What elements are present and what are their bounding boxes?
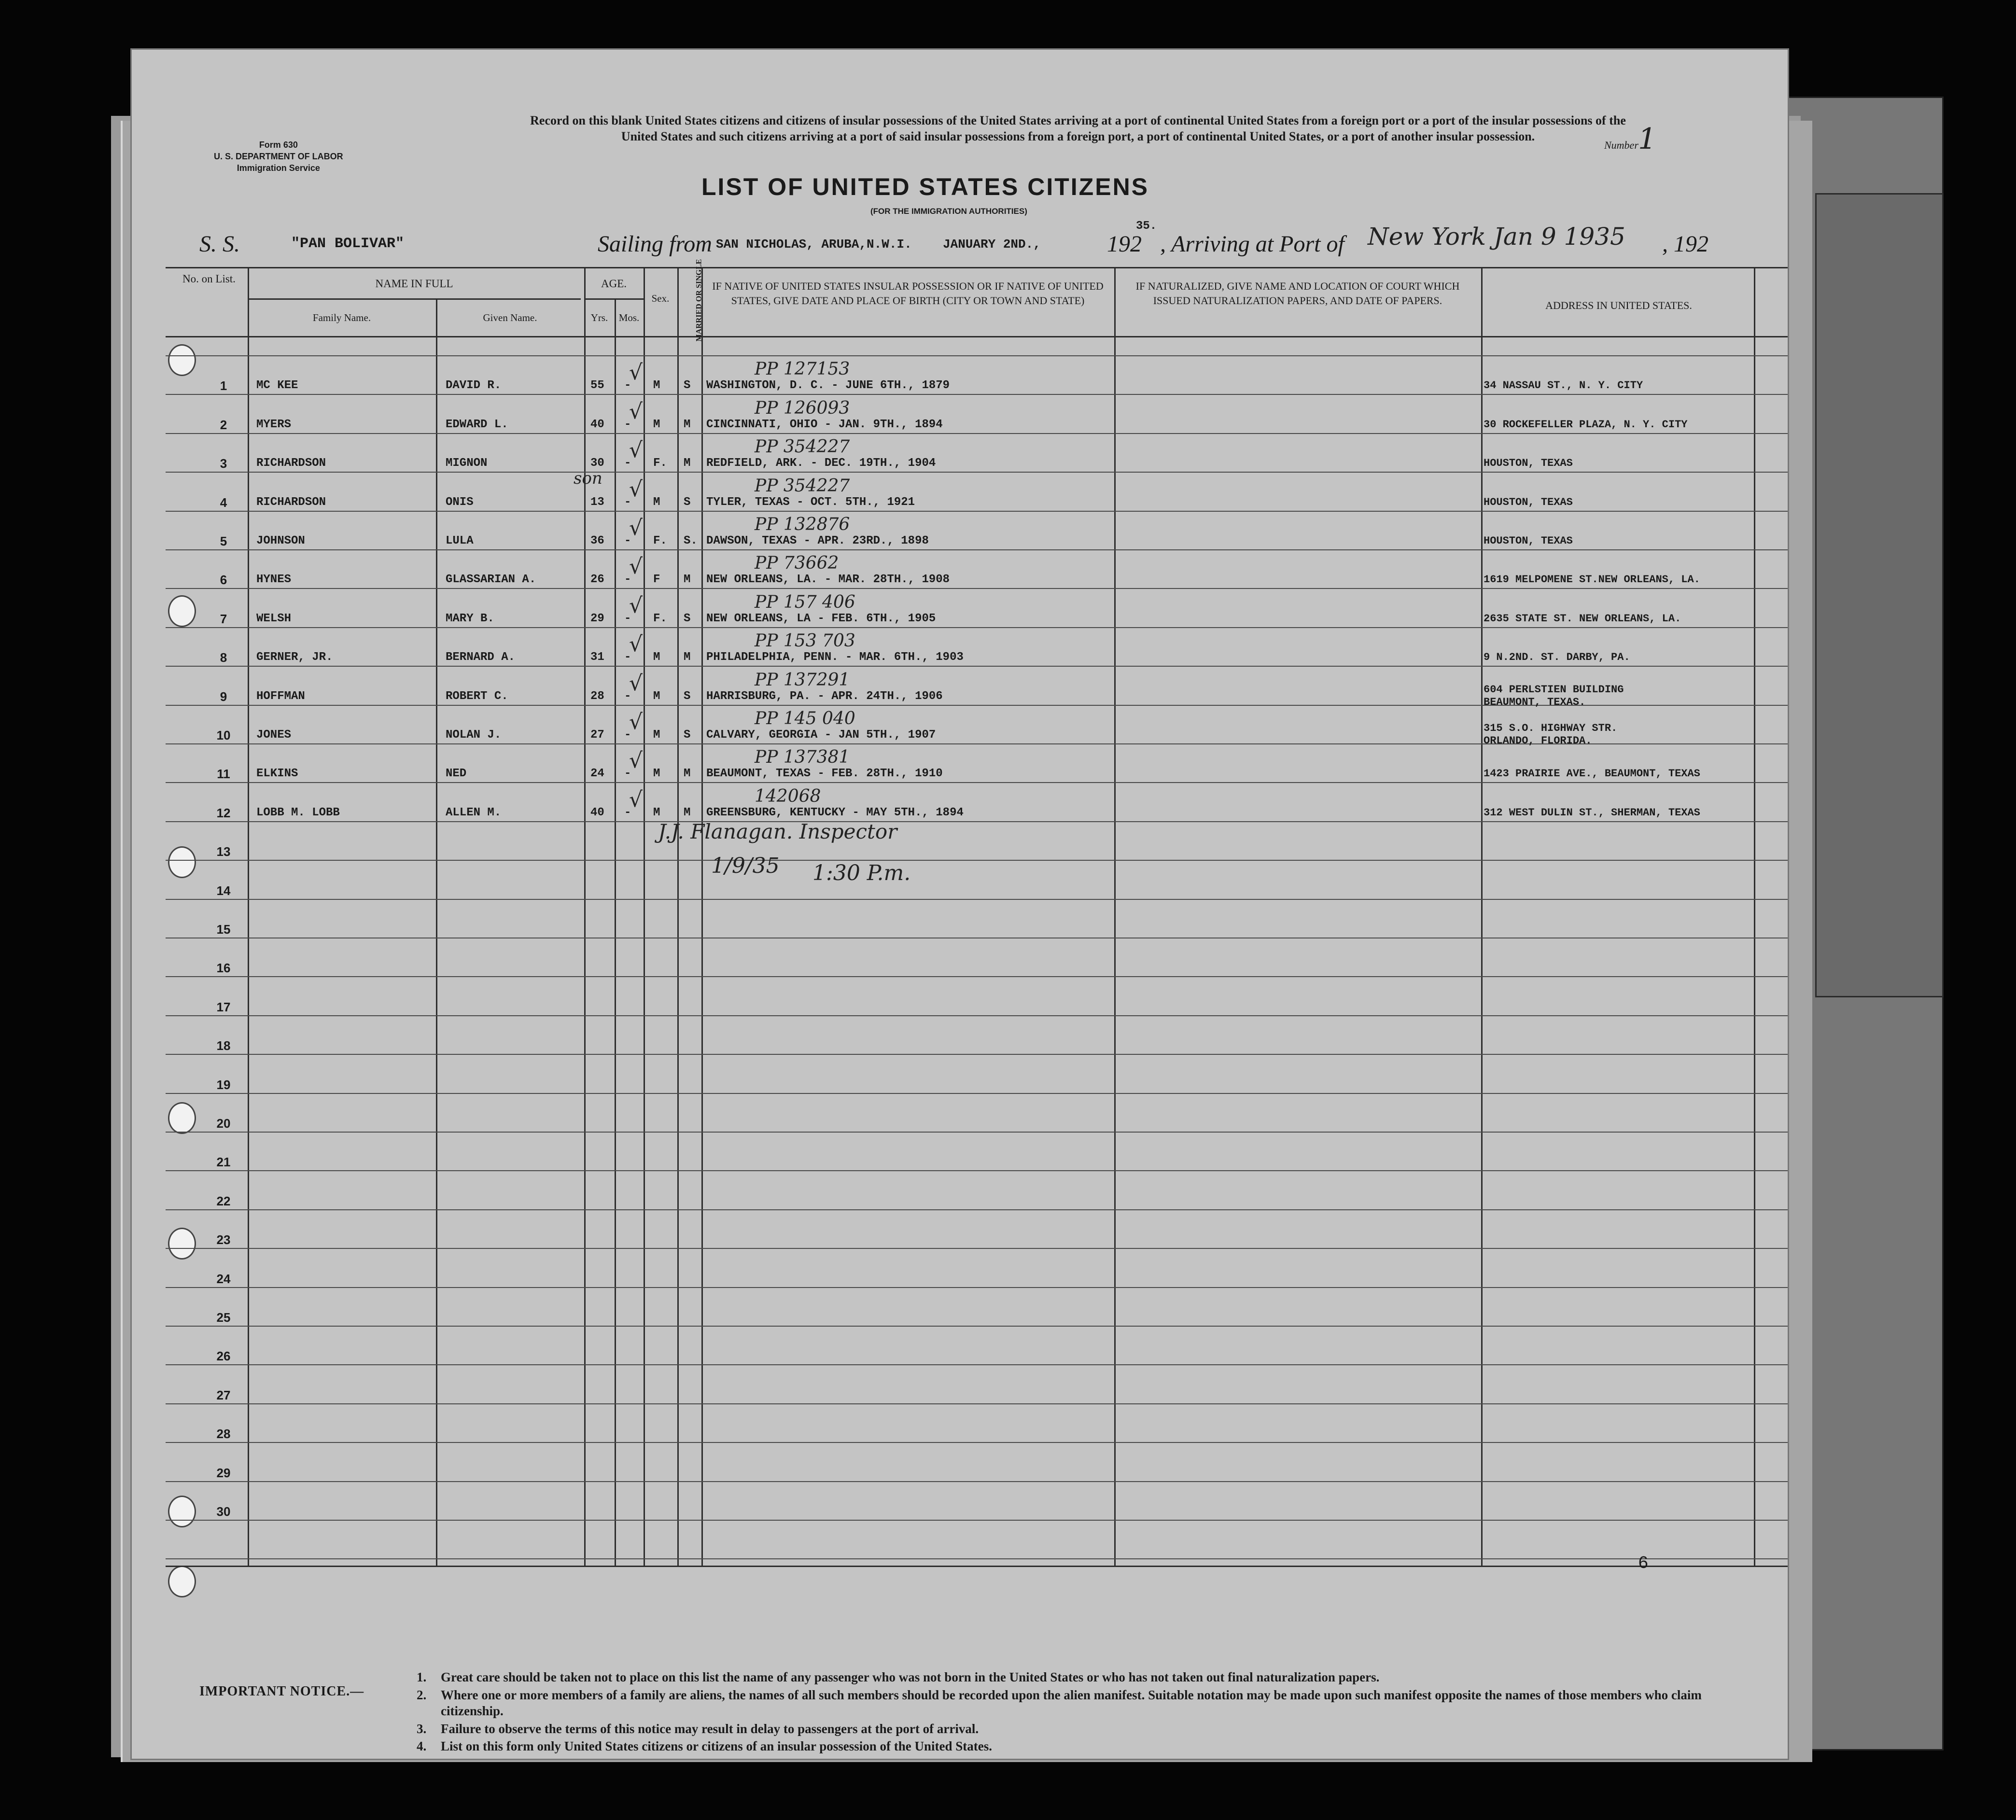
row-number: 7 bbox=[220, 611, 227, 626]
row-number: 18 bbox=[216, 1038, 231, 1053]
notice-number: 1. bbox=[417, 1670, 427, 1684]
form-info bbox=[214, 139, 343, 174]
marital-status: S bbox=[684, 495, 691, 509]
sailing-date: JANUARY 2ND., bbox=[943, 237, 1041, 252]
column-line bbox=[1114, 267, 1116, 1566]
sex: F. bbox=[653, 534, 667, 547]
marital-status: S. bbox=[684, 534, 698, 547]
arriving-port-handwritten: New York Jan 9 1935 bbox=[1368, 223, 1625, 251]
birth-info: GREENSBURG, KENTUCKY - MAY 5TH., 1894 bbox=[706, 806, 964, 819]
row-number: 1 bbox=[220, 378, 227, 393]
passport-number-handwritten: PP 73662 bbox=[755, 553, 839, 574]
age-months: - bbox=[624, 379, 631, 392]
address: 1423 PRAIRIE AVE., BEAUMONT, TEXAS bbox=[1484, 768, 1700, 780]
passport-number-handwritten: PP 157 406 bbox=[755, 592, 855, 612]
marital-status: S bbox=[684, 612, 691, 625]
given-name: NOLAN J. bbox=[446, 728, 502, 742]
header-age: AGE. bbox=[601, 278, 627, 290]
address: 2635 STATE ST. NEW ORLEANS, LA. bbox=[1484, 612, 1681, 625]
header-sex: Sex. bbox=[651, 293, 670, 304]
inspection-date: 1/9/35 bbox=[711, 854, 780, 878]
passport-number-handwritten: PP 137381 bbox=[755, 747, 850, 768]
family-name: JOHNSON bbox=[256, 534, 305, 547]
row-number: 8 bbox=[220, 650, 227, 665]
year-printed: 192 bbox=[1107, 231, 1142, 257]
sailing-from: SAN NICHOLAS, ARUBA,N.W.I. bbox=[716, 237, 912, 252]
age-years: 31 bbox=[590, 651, 604, 664]
header-family-name: Family Name. bbox=[312, 312, 371, 323]
row-number: 19 bbox=[216, 1077, 231, 1092]
year-suffix: , 192 bbox=[1662, 231, 1708, 257]
sex: F. bbox=[653, 612, 667, 625]
row-number: 16 bbox=[216, 961, 231, 976]
row-rule bbox=[166, 1170, 1788, 1171]
row-rule bbox=[166, 1326, 1788, 1327]
row-rule bbox=[166, 627, 1788, 628]
notice-text: Where one or more members of a family are aliens, the names of all such members should be recorded upon the alien manifest. Suitable notation may be made upon such manifest opposite the names of those members who claim citizenship. bbox=[441, 1688, 1702, 1718]
column-line bbox=[615, 298, 616, 1566]
sex: M bbox=[653, 689, 660, 703]
marital-status: S bbox=[684, 689, 691, 703]
sex: F. bbox=[653, 457, 667, 470]
row-number: 23 bbox=[216, 1232, 231, 1247]
birth-info: REDFIELD, ARK. - DEC. 19TH., 1904 bbox=[706, 457, 936, 470]
row-number: 5 bbox=[220, 534, 227, 548]
row-number: 13 bbox=[216, 844, 231, 859]
row-number: 26 bbox=[216, 1349, 231, 1364]
punch-hole bbox=[168, 1228, 196, 1260]
page-title: LIST OF UNITED STATES CITIZENS bbox=[701, 173, 1149, 200]
passport-number-handwritten: 142068 bbox=[755, 786, 821, 806]
given-name: NED bbox=[446, 767, 467, 781]
passport-number-handwritten: PP 126093 bbox=[755, 398, 850, 418]
row-rule bbox=[166, 472, 1788, 473]
row-number: 29 bbox=[216, 1465, 231, 1480]
address: 30 ROCKEFELLER PLAZA, N. Y. CITY bbox=[1484, 418, 1688, 431]
family-name: WELSH bbox=[256, 612, 292, 625]
passport-number-handwritten: PP 153 703 bbox=[755, 631, 855, 651]
row-rule bbox=[166, 1015, 1788, 1016]
given-name: BERNARD A. bbox=[446, 651, 516, 664]
row-rule bbox=[166, 1442, 1788, 1443]
arriving-label: , Arriving at Port of bbox=[1160, 231, 1344, 257]
birth-info: NEW ORLEANS, LA. - MAR. 28TH., 1908 bbox=[706, 573, 950, 587]
notice-item bbox=[417, 1687, 1744, 1719]
notice-label: IMPORTANT NOTICE.— bbox=[199, 1684, 364, 1699]
birth-info: NEW ORLEANS, LA - FEB. 6TH., 1905 bbox=[706, 612, 936, 625]
marital-status: M bbox=[684, 573, 691, 587]
row-number: 15 bbox=[216, 922, 231, 937]
row-rule bbox=[166, 1520, 1788, 1521]
row-number: 10 bbox=[216, 728, 231, 742]
punch-hole bbox=[168, 846, 196, 878]
notice-number: 2. bbox=[417, 1688, 427, 1702]
check-mark-icon: √ bbox=[629, 671, 643, 696]
address: HOUSTON, TEXAS bbox=[1484, 535, 1573, 547]
name-subheader-line bbox=[248, 298, 581, 300]
row-rule bbox=[166, 511, 1788, 512]
check-mark-icon: √ bbox=[629, 748, 643, 773]
family-name: RICHARDSON bbox=[256, 495, 326, 509]
sex: F bbox=[653, 573, 660, 587]
form-number: Form 630 bbox=[259, 140, 298, 150]
address: 34 NASSAU ST., N. Y. CITY bbox=[1484, 379, 1643, 392]
row-number: 12 bbox=[216, 805, 231, 820]
row-rule bbox=[166, 588, 1788, 589]
birth-info: PHILADELPHIA, PENN. - MAR. 6TH., 1903 bbox=[706, 651, 964, 664]
address-line-1: 315 S.O. HIGHWAY STR. bbox=[1484, 722, 1618, 734]
column-line bbox=[1481, 267, 1483, 1566]
age-years: 24 bbox=[590, 767, 604, 781]
age-months: - bbox=[624, 418, 631, 431]
son-note: son bbox=[574, 469, 602, 488]
marital-status: M bbox=[684, 651, 691, 664]
header-name-in-full: NAME IN FULL bbox=[375, 278, 453, 290]
row-number: 2 bbox=[220, 417, 227, 432]
notice-text: Great care should be taken not to place on this list the name of any passenger who was not born in the United States or who has not taken out final naturalization papers. bbox=[441, 1670, 1380, 1684]
given-name: EDWARD L. bbox=[446, 418, 508, 431]
row-number: 28 bbox=[216, 1427, 231, 1442]
row-number: 11 bbox=[217, 767, 230, 782]
check-mark-icon: √ bbox=[629, 710, 643, 734]
notice-text: List on this form only United States citizens or citizens of an insular possession of the United States. bbox=[441, 1739, 993, 1753]
number-value: 1 bbox=[1638, 122, 1657, 156]
sex: M bbox=[653, 379, 660, 392]
punch-hole bbox=[168, 595, 196, 627]
marital-status: M bbox=[684, 418, 691, 431]
marital-status: M bbox=[684, 806, 691, 819]
marital-status: S bbox=[684, 728, 691, 742]
family-name: MYERS bbox=[256, 418, 292, 431]
sex: M bbox=[653, 767, 660, 781]
inspector-signature: J.J. Flanagan. Inspector bbox=[658, 820, 897, 843]
passport-number-handwritten: PP 137291 bbox=[755, 670, 850, 690]
row-number: 6 bbox=[220, 573, 227, 588]
family-name: GERNER, JR. bbox=[256, 651, 333, 664]
year-typed: 35. bbox=[1136, 220, 1157, 233]
punch-hole bbox=[168, 1566, 196, 1597]
age-years: 40 bbox=[590, 418, 604, 431]
given-name: MARY B. bbox=[446, 612, 494, 625]
manifest-page bbox=[130, 48, 1789, 1760]
header-no-on-list: No. on List. bbox=[182, 273, 236, 285]
row-number: 25 bbox=[216, 1310, 231, 1325]
row-rule bbox=[166, 433, 1788, 434]
family-name: RICHARDSON bbox=[256, 457, 326, 470]
row-number: 22 bbox=[216, 1193, 231, 1208]
row-rule bbox=[166, 1558, 1788, 1559]
birth-info: CALVARY, GEORGIA - JAN 5TH., 1907 bbox=[706, 728, 936, 742]
address: HOUSTON, TEXAS bbox=[1484, 496, 1573, 508]
page-number: 6 bbox=[1638, 1554, 1649, 1573]
row-number: 27 bbox=[216, 1387, 231, 1402]
passport-number-handwritten: PP 145 040 bbox=[755, 709, 855, 728]
age-years: 55 bbox=[590, 379, 604, 392]
sailing-label: Sailing from bbox=[598, 231, 712, 257]
row-rule bbox=[166, 1248, 1788, 1249]
header-yrs: Yrs. bbox=[590, 312, 608, 323]
row-rule bbox=[166, 860, 1788, 861]
given-name: ALLEN M. bbox=[446, 806, 502, 819]
sex: M bbox=[653, 418, 660, 431]
row-rule bbox=[166, 1209, 1788, 1210]
birth-info: BEAUMONT, TEXAS - FEB. 28TH., 1910 bbox=[706, 767, 943, 781]
notice-number: 4. bbox=[417, 1739, 427, 1753]
age-months: - bbox=[624, 457, 631, 470]
given-name: ROBERT C. bbox=[446, 689, 508, 703]
passport-number-handwritten: PP 354227 bbox=[755, 476, 850, 496]
check-mark-icon: √ bbox=[629, 438, 643, 463]
notice-item bbox=[417, 1721, 1744, 1737]
passport-number-handwritten: PP 354227 bbox=[755, 437, 850, 457]
row-rule bbox=[166, 1054, 1788, 1055]
age-years: 30 bbox=[590, 457, 604, 470]
header-divider bbox=[166, 336, 1788, 337]
sex: M bbox=[653, 495, 660, 509]
notice-number: 3. bbox=[417, 1722, 427, 1736]
family-name: MC KEE bbox=[256, 379, 298, 392]
column-line bbox=[1754, 267, 1755, 1566]
header-naturalized: IF NATURALIZED, GIVE NAME AND LOCATION OF COURT WHICH ISSUED NATURALIZATION PAPERS, AND DATE OF PAPERS. bbox=[1135, 280, 1460, 307]
age-months: - bbox=[624, 534, 631, 547]
row-rule bbox=[166, 976, 1788, 977]
row-rule bbox=[166, 1403, 1788, 1404]
address: HOUSTON, TEXAS bbox=[1484, 457, 1573, 470]
family-name: HOFFMAN bbox=[256, 689, 305, 703]
address-line-1: 604 PERLSTIEN BUILDING bbox=[1484, 683, 1624, 696]
check-mark-icon: √ bbox=[629, 632, 643, 657]
row-rule bbox=[166, 1132, 1788, 1133]
preamble: Record on this blank United States citizens and citizens of insular possessions of the United States arriving at a port of continental United States from a foreign port or a port of the insular possessions of the United States and such citizens arriving at a port of said insular possessions from a foreign port, a port of continental United States, or a port of another insular possession. bbox=[530, 113, 1626, 143]
age-months: - bbox=[624, 573, 631, 587]
row-rule bbox=[166, 1287, 1788, 1288]
address: 1619 MELPOMENE ST.NEW ORLEANS, LA. bbox=[1484, 574, 1700, 586]
age-months: - bbox=[624, 689, 631, 703]
header-address: ADDRESS IN UNITED STATES. bbox=[1545, 299, 1692, 311]
header-birth: IF NATIVE OF UNITED STATES INSULAR POSSESSION OR IF NATIVE OF UNITED STATES, GIVE DATE AND PLACE OF BIRTH (CITY OR TOWN AND STATE) bbox=[712, 280, 1104, 307]
check-mark-icon: √ bbox=[629, 516, 643, 540]
check-mark-icon: √ bbox=[629, 360, 643, 385]
sex: M bbox=[653, 728, 660, 742]
marital-status: S bbox=[684, 379, 691, 392]
row-number: 9 bbox=[220, 689, 227, 704]
row-number: 17 bbox=[216, 999, 231, 1014]
header-married-or-single: MARRIED OR SINGLE bbox=[695, 259, 703, 342]
age-months: - bbox=[624, 612, 631, 625]
birth-info: HARRISBURG, PA. - APR. 24TH., 1906 bbox=[706, 689, 943, 703]
birth-info: CINCINNATI, OHIO - JAN. 9TH., 1894 bbox=[706, 418, 943, 431]
column-line bbox=[248, 267, 249, 1566]
page-subtitle: (FOR THE IMMIGRATION AUTHORITIES) bbox=[870, 207, 1027, 216]
inspection-time: 1:30 P.m. bbox=[812, 861, 911, 885]
marital-status: M bbox=[684, 457, 691, 470]
row-number: 24 bbox=[216, 1271, 231, 1286]
row-rule bbox=[166, 394, 1788, 395]
family-name: LOBB M. LOBB bbox=[256, 806, 340, 819]
address: 9 N.2ND. ST. DARBY, PA. bbox=[1484, 651, 1630, 664]
column-line bbox=[644, 267, 645, 1566]
notice-item bbox=[417, 1738, 1744, 1754]
age-months: - bbox=[624, 651, 631, 664]
row-rule bbox=[166, 821, 1788, 822]
age-months: - bbox=[624, 495, 631, 509]
age-months: - bbox=[624, 728, 631, 742]
marital-status: M bbox=[684, 767, 691, 781]
underlying-tab bbox=[1815, 193, 1944, 997]
row-number: 14 bbox=[216, 883, 231, 898]
row-rule bbox=[166, 1093, 1788, 1094]
punch-hole bbox=[168, 344, 196, 376]
row-rule bbox=[166, 1481, 1788, 1482]
family-name: ELKINS bbox=[256, 767, 298, 781]
family-name: HYNES bbox=[256, 573, 292, 587]
age-years: 29 bbox=[590, 612, 604, 625]
passport-number-handwritten: PP 132876 bbox=[755, 515, 850, 534]
row-number: 20 bbox=[216, 1116, 231, 1131]
row-number: 21 bbox=[216, 1155, 231, 1170]
birth-info: TYLER, TEXAS - OCT. 5TH., 1921 bbox=[706, 495, 915, 509]
given-name: GLASSARIAN A. bbox=[446, 573, 536, 587]
birth-info: WASHINGTON, D. C. - JUNE 6TH., 1879 bbox=[706, 379, 950, 392]
row-number: 4 bbox=[220, 495, 227, 510]
passport-number-handwritten: PP 127153 bbox=[755, 359, 850, 379]
ss-label: S. S. bbox=[199, 231, 240, 257]
age-years: 28 bbox=[590, 689, 604, 703]
check-mark-icon: √ bbox=[629, 399, 643, 424]
check-mark-icon: √ bbox=[629, 554, 643, 579]
punch-hole bbox=[168, 1496, 196, 1527]
family-name: JONES bbox=[256, 728, 292, 742]
column-line bbox=[701, 267, 703, 1566]
given-name: LULA bbox=[446, 534, 474, 547]
column-line bbox=[436, 298, 437, 1566]
notice-text: Failure to observe the terms of this notice may result in delay to passengers at the port of arrival. bbox=[441, 1722, 979, 1736]
department: U. S. DEPARTMENT OF LABOR bbox=[214, 152, 343, 161]
given-name: ONIS bbox=[446, 495, 474, 509]
header-given-name: Given Name. bbox=[483, 312, 537, 323]
birth-info: DAWSON, TEXAS - APR. 23RD., 1898 bbox=[706, 534, 929, 547]
age-years: 26 bbox=[590, 573, 604, 587]
check-mark-icon: √ bbox=[629, 593, 643, 618]
number-label: Number bbox=[1604, 139, 1638, 151]
row-rule bbox=[166, 1364, 1788, 1365]
row-rule bbox=[166, 549, 1788, 550]
column-line bbox=[584, 267, 586, 1566]
row-number: 30 bbox=[216, 1504, 231, 1519]
sex: M bbox=[653, 806, 660, 819]
age-years: 27 bbox=[590, 728, 604, 742]
header-mos: Mos. bbox=[618, 312, 640, 323]
check-mark-icon: √ bbox=[629, 787, 643, 812]
row-rule bbox=[166, 355, 1788, 356]
ship-name: "PAN BOLIVAR" bbox=[291, 236, 405, 252]
age-years: 13 bbox=[590, 495, 604, 509]
service: Immigration Service bbox=[237, 163, 320, 173]
row-rule bbox=[166, 666, 1788, 667]
table-top-border bbox=[166, 267, 1788, 268]
given-name: MIGNON bbox=[446, 457, 488, 470]
age-years: 36 bbox=[590, 534, 604, 547]
table-bottom-border bbox=[166, 1566, 1788, 1567]
punch-hole bbox=[168, 1102, 196, 1134]
age-months: - bbox=[624, 767, 631, 781]
given-name: DAVID R. bbox=[446, 379, 502, 392]
row-rule bbox=[166, 782, 1788, 783]
address-line-2: BEAUMONT, TEXAS. bbox=[1484, 696, 1586, 708]
age-years: 40 bbox=[590, 806, 604, 819]
column-line bbox=[677, 267, 679, 1566]
sex: M bbox=[653, 651, 660, 664]
address: 312 WEST DULIN ST., SHERMAN, TEXAS bbox=[1484, 806, 1700, 819]
check-mark-icon: √ bbox=[629, 476, 643, 502]
notice-item bbox=[417, 1669, 1744, 1685]
row-number: 3 bbox=[220, 456, 227, 471]
age-months: - bbox=[624, 806, 631, 819]
address-line-2: ORLANDO, FLORIDA. bbox=[1484, 735, 1592, 747]
row-rule bbox=[166, 899, 1788, 900]
